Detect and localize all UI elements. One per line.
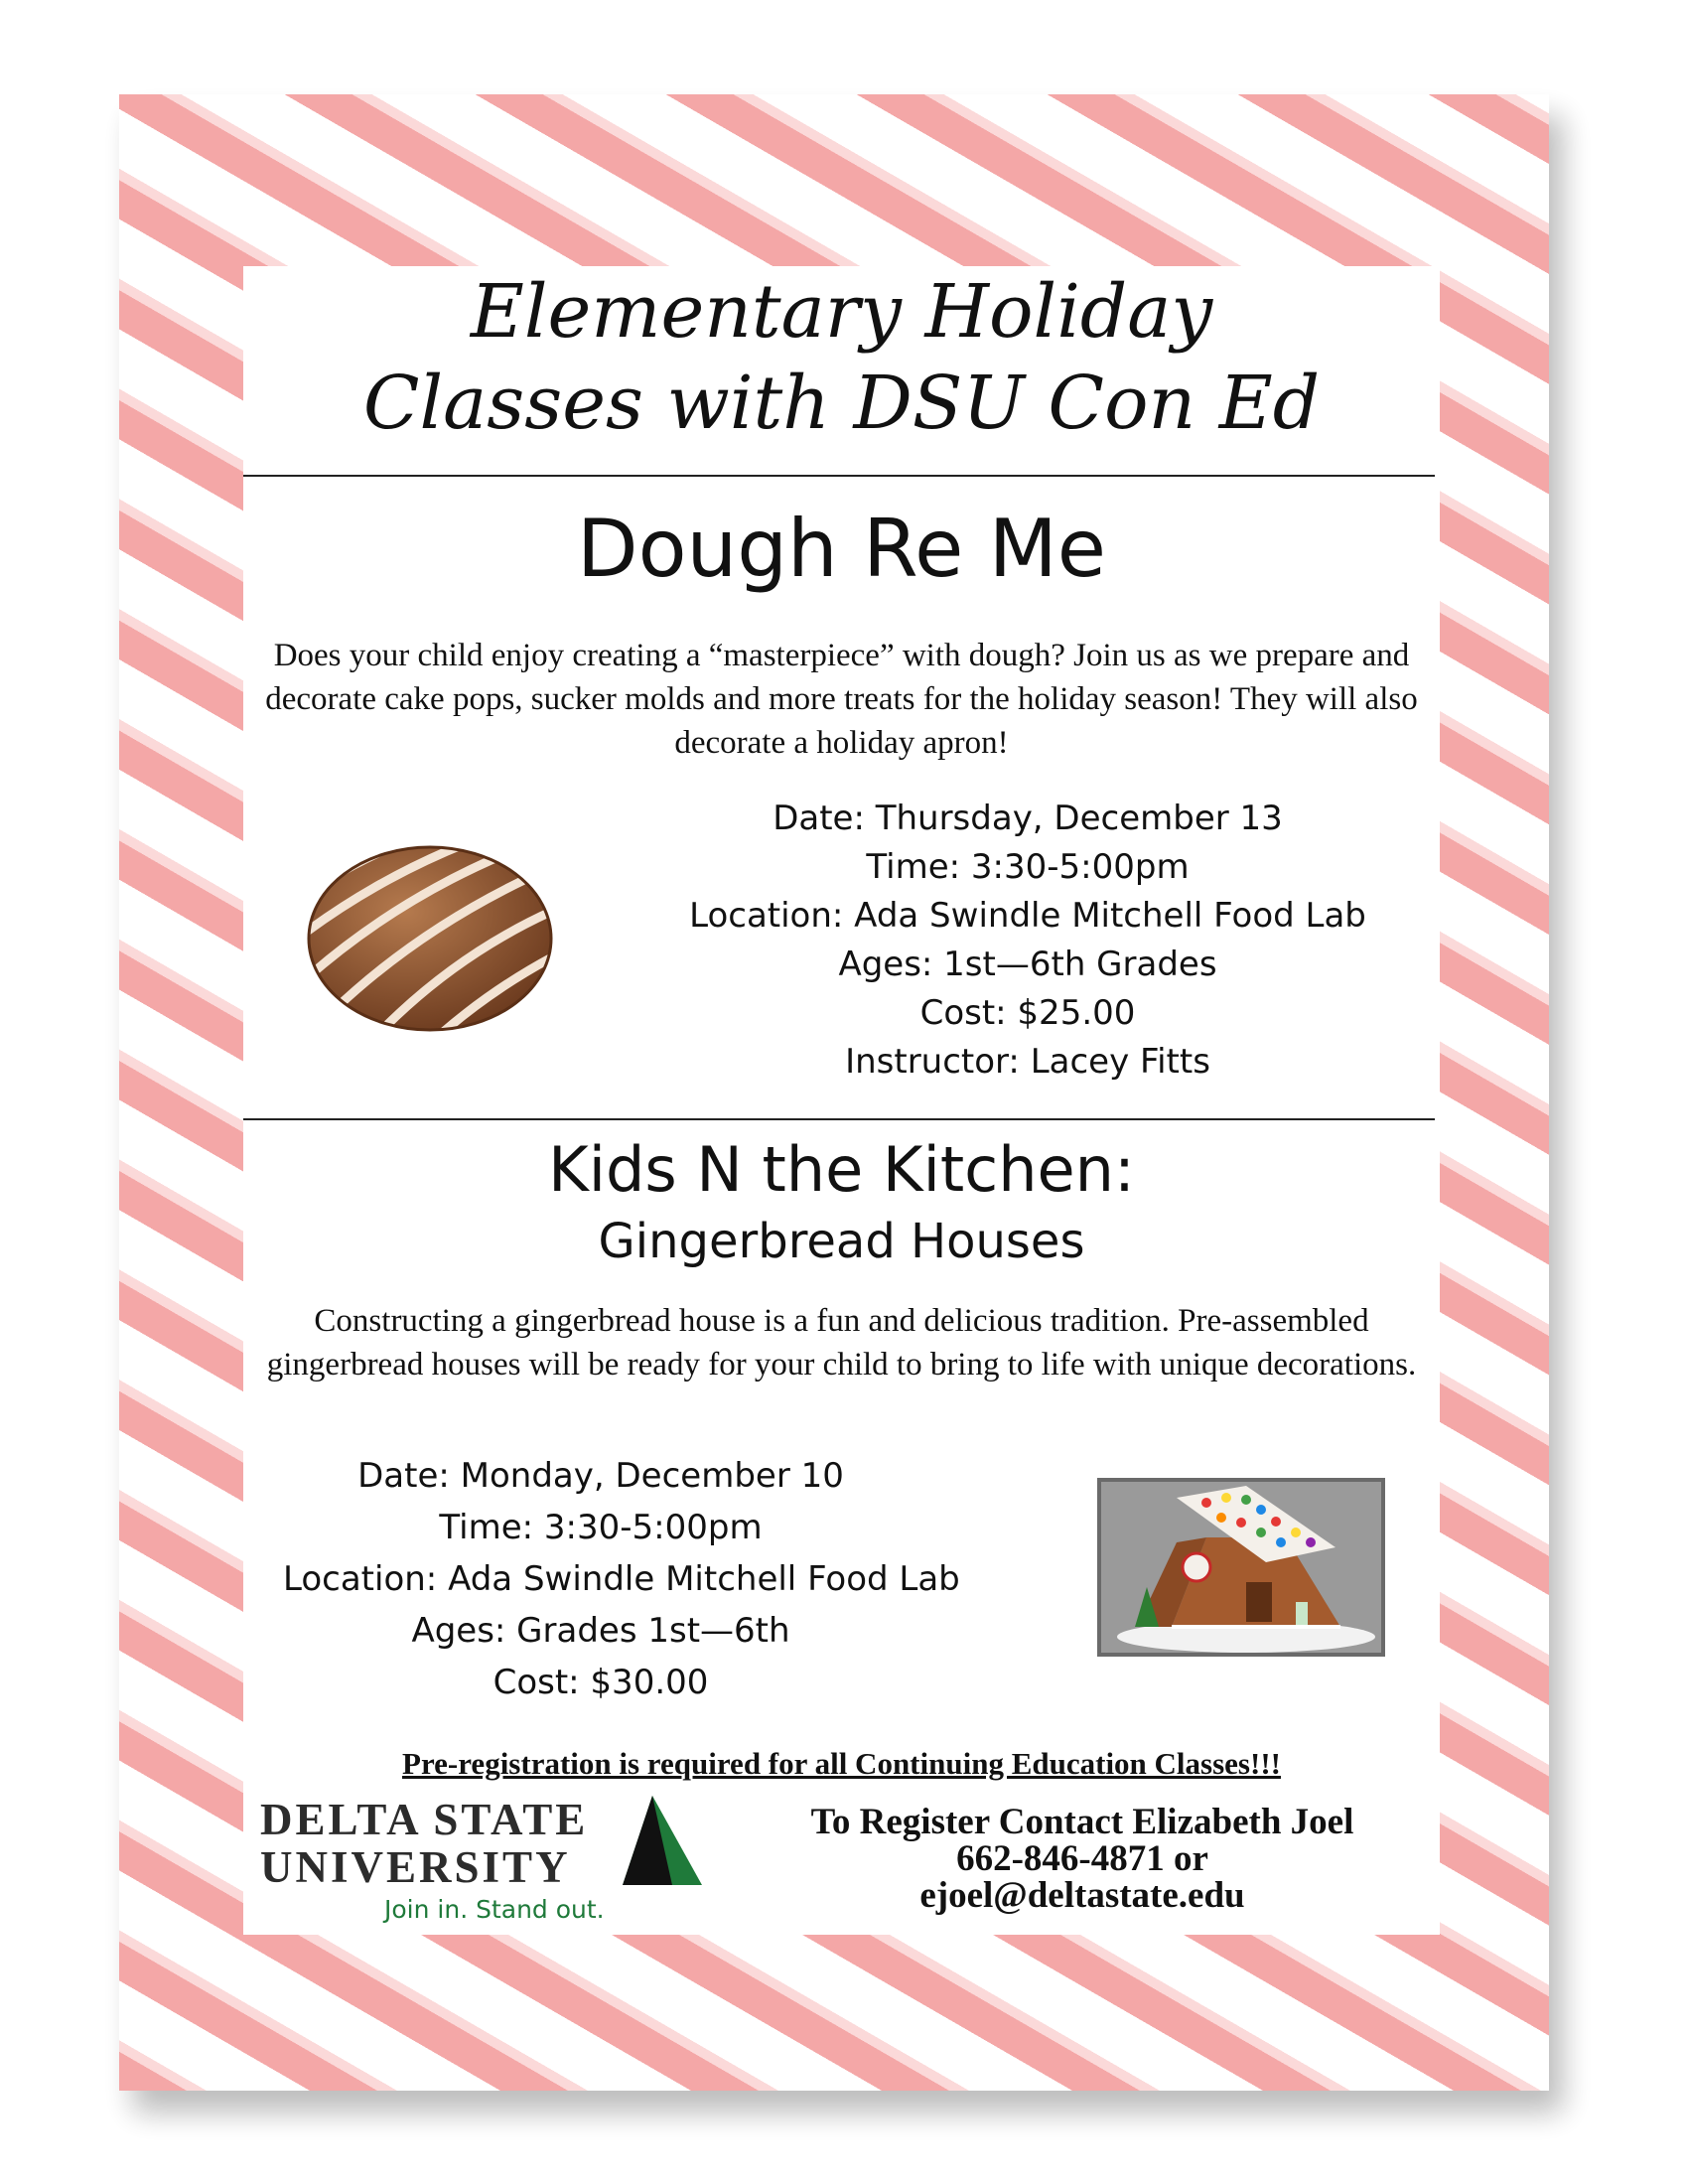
- class2-time: Time: 3:30-5:00pm: [439, 1508, 763, 1547]
- class2-location: Location: Ada Swindle Mitchell Food Lab: [283, 1559, 960, 1599]
- logo-line-1: DELTA STATE: [260, 1795, 589, 1844]
- logo-tagline: Join in. Stand out.: [384, 1895, 605, 1924]
- class2-subtitle: Gingerbread Houses: [598, 1214, 1085, 1269]
- class1-instructor: Instructor: Lacey Fitts: [845, 1042, 1210, 1082]
- class2-cost: Cost: $30.00: [492, 1663, 709, 1702]
- class2-title: Kids N the Kitchen:: [548, 1133, 1135, 1206]
- flyer-panel: [243, 266, 1440, 1935]
- class2-description: Constructing a gingerbread house is a fun and delicious tradition. Pre-assembled gingerbread houses will be ready for your child to bring to life with unique decorations.: [266, 1303, 1417, 1383]
- class2-date: Date: Monday, December 10: [357, 1456, 844, 1496]
- contact-email[interactable]: ejoel@deltastate.edu: [919, 1875, 1245, 1916]
- delta-triangle-icon: [623, 1796, 702, 1885]
- class2-ages: Ages: Grades 1st—6th: [411, 1611, 790, 1651]
- divider-middle: [243, 1118, 1435, 1120]
- contact-phone: 662-846-4871 or: [956, 1838, 1208, 1879]
- flyer-title: [243, 266, 1440, 449]
- gingerbread-house-icon: [1097, 1478, 1385, 1657]
- class1-time: Time: 3:30-5:00pm: [866, 847, 1190, 887]
- class1-cost: Cost: $25.00: [919, 993, 1136, 1033]
- divider-top: [243, 475, 1435, 477]
- class1-title: Dough Re Me: [576, 503, 1107, 595]
- contact-name: To Register Contact Elizabeth Joel: [810, 1802, 1354, 1842]
- dsu-logo: [260, 1796, 697, 1925]
- title-line-1: Elementary Holiday: [470, 269, 1213, 355]
- class1-date: Date: Thursday, December 13: [773, 799, 1283, 838]
- class1-location: Location: Ada Swindle Mitchell Food Lab: [689, 896, 1366, 936]
- contact-info: [740, 1804, 1425, 1914]
- class2-details: [283, 1450, 960, 1708]
- class1-ages: Ages: 1st—6th Grades: [838, 945, 1217, 984]
- logo-line-2: UNIVERSITY: [260, 1842, 571, 1892]
- class1-details: [680, 795, 1375, 1087]
- preregistration-notice: Pre-registration is required for all Continuing Education Classes!!!: [402, 1746, 1281, 1781]
- title-line-2: Classes with DSU Con Ed: [362, 361, 1321, 446]
- class1-description: Does your child enjoy creating a “masterpiece” with dough? Join us as we prepare and decorate cake pops, sucker molds and more treats for the holiday season! They will also decorate a holiday apron!: [265, 638, 1418, 761]
- chocolate-truffle-icon: [301, 834, 559, 1043]
